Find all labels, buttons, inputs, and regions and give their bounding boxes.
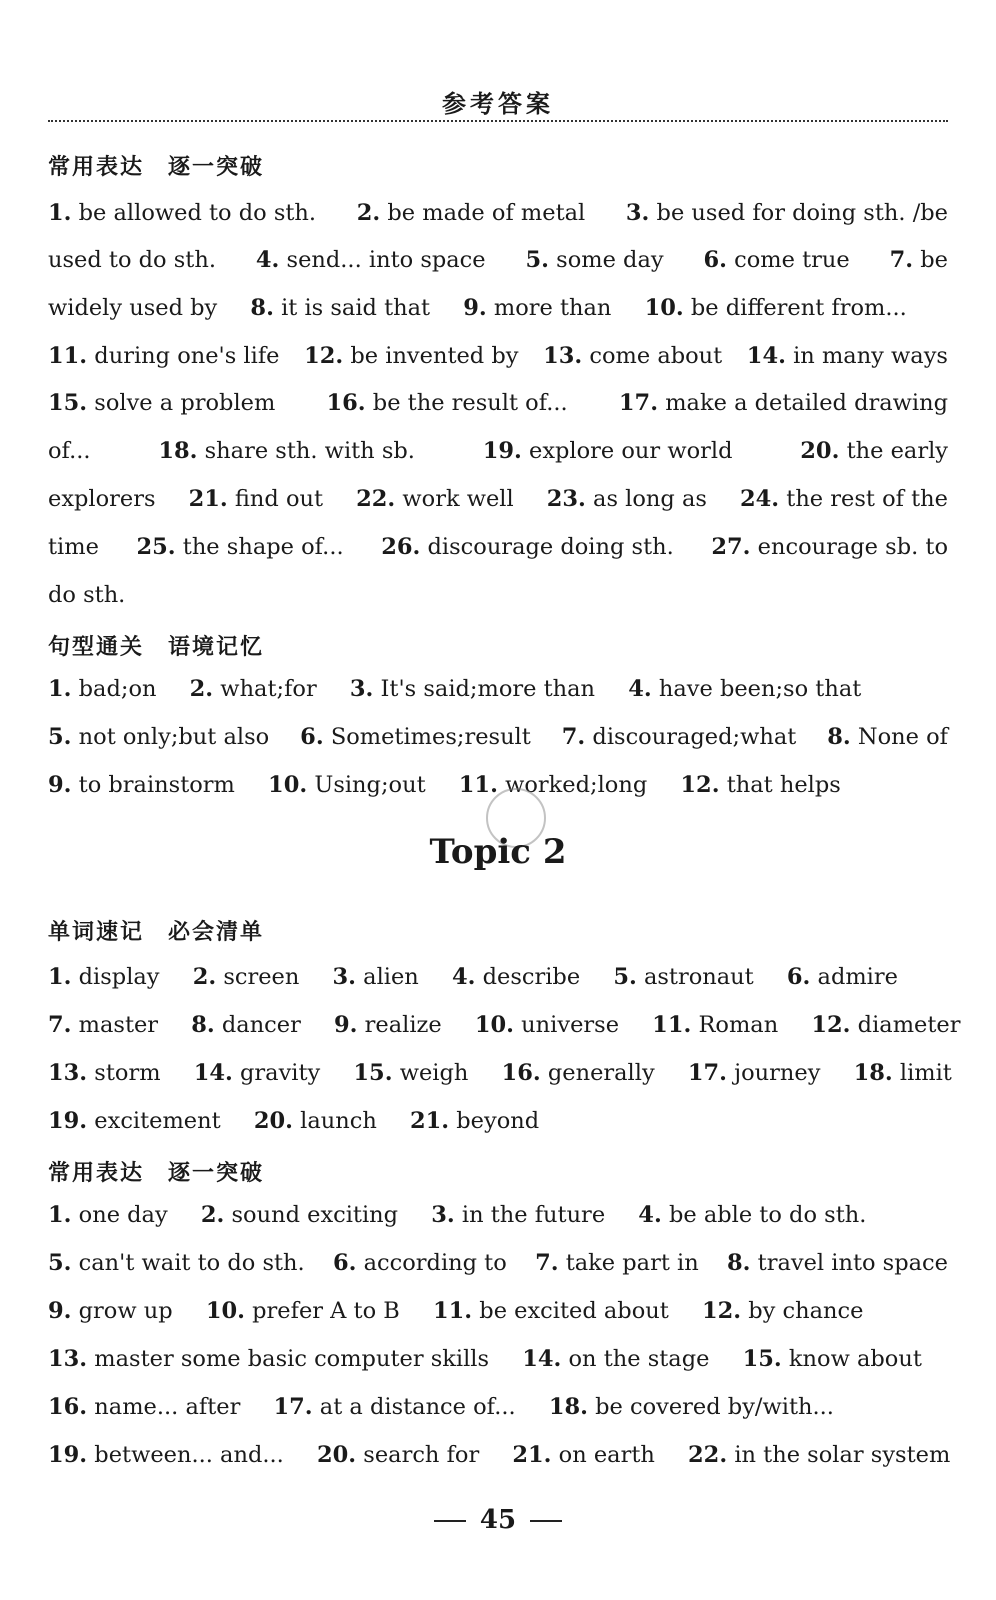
answer-line xyxy=(48,1342,948,1376)
section-heading xyxy=(48,1156,264,1187)
answer-item: 18. be covered by/with... xyxy=(548,1394,834,1420)
item-number: 7. xyxy=(535,1250,559,1276)
footer-dash-left xyxy=(434,1520,466,1522)
item-number: 8. xyxy=(727,1250,751,1276)
answer-line xyxy=(48,530,948,564)
item-number: 10. xyxy=(268,772,308,798)
section-heading-b: 语境记忆 xyxy=(168,635,265,660)
item-number: 12. xyxy=(304,343,344,369)
answer-item: 9. realize xyxy=(334,1012,442,1038)
footer-dash-right xyxy=(530,1520,562,1522)
answer-item: 11. Roman xyxy=(652,1012,779,1038)
answer-line xyxy=(48,243,948,277)
answer-item: 13. master some basic computer skills xyxy=(48,1346,490,1372)
item-number: 8. xyxy=(250,295,274,321)
answer-line xyxy=(48,1008,961,1042)
item-number: 18. xyxy=(158,438,198,464)
answer-line xyxy=(48,720,948,754)
item-number: 3. xyxy=(332,964,357,990)
answer-item: do sth. xyxy=(48,582,126,608)
item-number: 7. xyxy=(48,1012,72,1038)
answer-item: 5. not only;but also xyxy=(48,724,270,750)
item-number: 14. xyxy=(746,343,786,369)
answer-line xyxy=(48,1390,948,1424)
item-number: 20. xyxy=(316,1442,357,1468)
answer-item: 13. storm xyxy=(48,1060,161,1086)
item-number: 3. xyxy=(431,1202,455,1228)
item-number: 17. xyxy=(273,1394,313,1420)
answer-item: 7. discouraged;what xyxy=(561,724,797,750)
answer-item: 21. beyond xyxy=(409,1108,540,1134)
page-header-title: 参考答案 xyxy=(442,89,554,118)
item-number: 6. xyxy=(300,724,324,750)
answer-item: 22. work well xyxy=(356,486,514,512)
answer-item: 12. be invented by xyxy=(304,343,519,369)
answer-item: 14. on the stage xyxy=(522,1346,710,1372)
answer-item: 4. send... into space xyxy=(255,247,486,273)
answer-item: 10. universe xyxy=(474,1012,620,1038)
item-number: 1. xyxy=(48,200,72,226)
answer-line xyxy=(48,672,948,706)
item-number: 26. xyxy=(381,534,421,560)
item-number: 20. xyxy=(800,438,840,464)
item-number: 11. xyxy=(48,343,88,369)
answer-item: 8. it is said that xyxy=(250,295,431,321)
answer-line xyxy=(48,434,948,468)
answer-item: of... xyxy=(48,438,91,464)
item-number: 2. xyxy=(356,200,381,226)
item-number: 6. xyxy=(786,964,811,990)
item-number: 4. xyxy=(628,676,652,702)
section-heading xyxy=(48,630,264,661)
answer-item: 6. admire xyxy=(786,964,898,990)
section-heading-a: 常用表达 xyxy=(48,155,145,180)
item-number: 12. xyxy=(680,772,720,798)
answer-item: 15. solve a problem xyxy=(48,390,276,416)
item-number: 16. xyxy=(48,1394,88,1420)
item-number: 1. xyxy=(48,964,72,990)
item-number: 9. xyxy=(48,1298,72,1324)
page-footer xyxy=(0,1505,996,1535)
answer-item: 8. travel into space xyxy=(727,1250,948,1276)
item-number: 13. xyxy=(48,1346,88,1372)
answer-item: 6. come true xyxy=(703,247,850,273)
item-number: 6. xyxy=(332,1250,357,1276)
item-number: 15. xyxy=(48,390,88,416)
item-number: 24. xyxy=(739,486,780,512)
header-dotted-rule xyxy=(48,120,948,122)
item-number: 21. xyxy=(409,1108,450,1134)
answer-item: 5. can't wait to do sth. xyxy=(48,1250,305,1276)
answer-line xyxy=(48,1104,948,1138)
answer-item: 9. grow up xyxy=(48,1298,173,1324)
item-number: 5. xyxy=(48,1250,72,1276)
answer-item: 16. name... after xyxy=(48,1394,241,1420)
answer-item: 2. sound exciting xyxy=(200,1202,399,1228)
item-number: 11. xyxy=(458,772,498,798)
item-number: 22. xyxy=(688,1442,728,1468)
answer-line xyxy=(48,386,948,420)
answer-item: 19. excitement xyxy=(48,1108,221,1134)
item-number: 12. xyxy=(701,1298,742,1324)
answer-item: 7. master xyxy=(48,1012,159,1038)
item-number: 19. xyxy=(482,438,522,464)
answer-item: explorers xyxy=(48,486,156,512)
answer-item: 20. launch xyxy=(253,1108,377,1134)
item-number: 2. xyxy=(200,1202,225,1228)
answer-item: 8. dancer xyxy=(191,1012,301,1038)
answer-item: 12. by chance xyxy=(701,1298,864,1324)
item-number: 25. xyxy=(136,534,176,560)
item-number: 23. xyxy=(546,486,586,512)
item-number: 13. xyxy=(48,1060,88,1086)
answer-item: 10. be different from... xyxy=(644,295,907,321)
item-number: 21. xyxy=(512,1442,552,1468)
item-number: 16. xyxy=(326,390,366,416)
answer-item: 6. Sometimes;result xyxy=(300,724,531,750)
section-heading-b: 逐一突破 xyxy=(168,155,265,180)
answer-item: 13. come about xyxy=(543,343,723,369)
answer-item: 24. the rest of the xyxy=(739,486,948,512)
answer-item: 16. generally xyxy=(501,1060,655,1086)
item-number: 14. xyxy=(193,1060,233,1086)
answer-item: 6. according to xyxy=(332,1250,507,1276)
answer-item: 1. bad;on xyxy=(48,676,157,702)
answer-item: 12. that helps xyxy=(680,772,841,798)
answer-item: 21. on earth xyxy=(512,1442,655,1468)
answer-item: 3. in the future xyxy=(431,1202,606,1228)
answer-item: 10. Using;out xyxy=(268,772,426,798)
item-number: 1. xyxy=(48,676,72,702)
topic-title: Topic 2 xyxy=(429,832,567,872)
item-number: 20. xyxy=(253,1108,293,1134)
answer-item: 9. more than xyxy=(463,295,612,321)
answer-item: 20. the early xyxy=(800,438,948,464)
answer-item: 3. be used for doing sth. /be xyxy=(625,200,948,226)
item-number: 4. xyxy=(451,964,476,990)
answer-item: 1. display xyxy=(48,964,160,990)
answer-line xyxy=(48,1056,952,1090)
item-number: 9. xyxy=(334,1012,358,1038)
answer-item: 15. weigh xyxy=(353,1060,469,1086)
answer-item: 11. be excited about xyxy=(433,1298,669,1324)
answer-item: 17. at a distance of... xyxy=(273,1394,516,1420)
answer-item: 22. in the solar system xyxy=(688,1442,951,1468)
answer-line xyxy=(48,291,948,325)
answer-item: 4. have been;so that xyxy=(628,676,862,702)
item-number: 3. xyxy=(349,676,374,702)
item-number: 2. xyxy=(192,964,217,990)
item-number: 9. xyxy=(48,772,72,798)
answer-item: 19. between... and... xyxy=(48,1442,284,1468)
answer-line xyxy=(48,578,948,612)
item-number: 5. xyxy=(613,964,637,990)
item-number: 5. xyxy=(48,724,72,750)
answer-item: 21. find out xyxy=(188,486,324,512)
item-number: 12. xyxy=(811,1012,851,1038)
item-number: 8. xyxy=(827,724,851,750)
answer-item: 11. worked;long xyxy=(458,772,648,798)
answer-item: 23. as long as xyxy=(546,486,707,512)
answer-item: 17. journey xyxy=(687,1060,821,1086)
item-number: 8. xyxy=(191,1012,215,1038)
item-number: 16. xyxy=(501,1060,541,1086)
item-number: 14. xyxy=(522,1346,562,1372)
item-number: 17. xyxy=(687,1060,727,1086)
answer-line xyxy=(48,1438,951,1472)
item-number: 10. xyxy=(205,1298,245,1324)
answer-item: 2. screen xyxy=(192,964,300,990)
item-number: 7. xyxy=(561,724,586,750)
answer-item: 7. be xyxy=(889,247,948,273)
item-number: 1. xyxy=(48,1202,72,1228)
section-heading-b: 逐一突破 xyxy=(168,1161,265,1186)
answer-item: 19. explore our world xyxy=(482,438,733,464)
item-number: 15. xyxy=(742,1346,782,1372)
item-number: 22. xyxy=(356,486,396,512)
page-number: 45 xyxy=(479,1505,517,1535)
answer-line xyxy=(48,1246,948,1280)
item-number: 9. xyxy=(463,295,487,321)
section-heading-a: 单词速记 xyxy=(48,920,145,945)
answer-item: 17. make a detailed drawing xyxy=(618,390,948,416)
answer-item: 1. one day xyxy=(48,1202,168,1228)
item-number: 15. xyxy=(353,1060,393,1086)
item-number: 13. xyxy=(543,343,583,369)
answer-item: 18. limit xyxy=(853,1060,952,1086)
section-heading xyxy=(48,915,264,946)
answer-item: 27. encourage sb. to xyxy=(711,534,948,560)
answer-item: 20. search for xyxy=(316,1442,480,1468)
answer-item: 16. be the result of... xyxy=(326,390,568,416)
answer-item: 26. discourage doing sth. xyxy=(381,534,674,560)
answer-item: 3. alien xyxy=(332,964,419,990)
answer-line xyxy=(48,339,948,373)
answer-item: 2. be made of metal xyxy=(356,200,586,226)
answer-item: 12. diameter xyxy=(811,1012,961,1038)
item-number: 17. xyxy=(618,390,659,416)
item-number: 4. xyxy=(255,247,280,273)
item-number: 11. xyxy=(433,1298,473,1324)
answer-item: 5. astronaut xyxy=(613,964,754,990)
answer-item: 11. during one's life xyxy=(48,343,280,369)
section-heading xyxy=(48,150,264,181)
item-number: 19. xyxy=(48,1442,88,1468)
item-number: 5. xyxy=(525,247,549,273)
answer-item: time xyxy=(48,534,99,560)
answer-item: used to do sth. xyxy=(48,247,216,273)
answer-item: 14. in many ways xyxy=(746,343,948,369)
section-heading-a: 常用表达 xyxy=(48,1161,145,1186)
item-number: 10. xyxy=(644,295,684,321)
answer-item: 3. It's said;more than xyxy=(349,676,596,702)
answer-item: 25. the shape of... xyxy=(136,534,344,560)
item-number: 18. xyxy=(853,1060,893,1086)
answer-item: widely used by xyxy=(48,295,218,321)
answer-item: 7. take part in xyxy=(535,1250,699,1276)
answer-line xyxy=(48,1294,948,1328)
answer-item: 2. what;for xyxy=(189,676,317,702)
answer-item: 1. be allowed to do sth. xyxy=(48,200,317,226)
item-number: 19. xyxy=(48,1108,88,1134)
answer-item: 18. share sth. with sb. xyxy=(158,438,415,464)
answer-line xyxy=(48,960,948,994)
section-heading-b: 必会清单 xyxy=(168,920,265,945)
item-number: 2. xyxy=(189,676,214,702)
answer-item: 9. to brainstorm xyxy=(48,772,235,798)
item-number: 21. xyxy=(188,486,228,512)
item-number: 7. xyxy=(889,247,914,273)
item-number: 6. xyxy=(703,247,727,273)
item-number: 4. xyxy=(638,1202,662,1228)
answer-item: 15. know about xyxy=(742,1346,922,1372)
item-number: 18. xyxy=(548,1394,588,1420)
answer-item: 8. None of xyxy=(827,724,948,750)
item-number: 11. xyxy=(652,1012,692,1038)
answer-line xyxy=(48,1198,948,1232)
answer-item: 4. describe xyxy=(451,964,581,990)
answer-item: 5. some day xyxy=(525,247,664,273)
answer-item: 14. gravity xyxy=(193,1060,321,1086)
item-number: 27. xyxy=(711,534,751,560)
section-heading-a: 句型通关 xyxy=(48,635,145,660)
answer-item: 10. prefer A to B xyxy=(205,1298,400,1324)
item-number: 3. xyxy=(625,200,650,226)
item-number: 10. xyxy=(474,1012,515,1038)
answer-item: 4. be able to do sth. xyxy=(638,1202,867,1228)
answer-line xyxy=(48,196,948,230)
answer-line xyxy=(48,482,948,516)
